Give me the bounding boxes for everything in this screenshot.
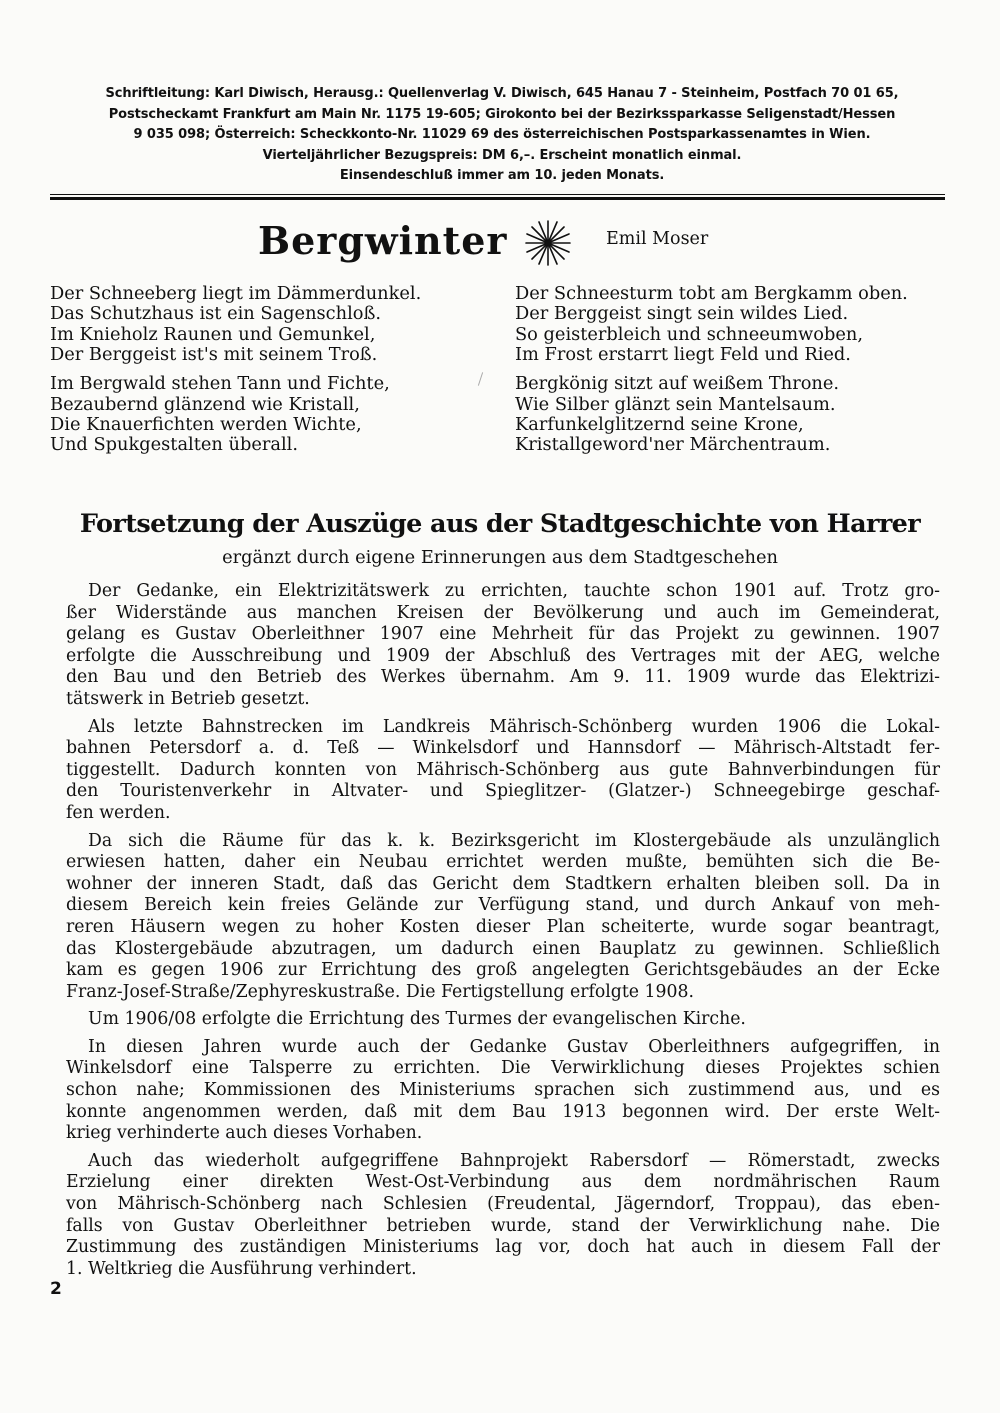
text-line: wohner der inneren Stadt, daß das Gericht dem Stadtkern erhalten bleiben soll. Da in	[66, 873, 940, 894]
text-line: Auch das wiederholt aufgegriffene Bahnprojekt Rabersdorf — Römerstadt, zwecks	[88, 1150, 940, 1171]
text-line: reren Häusern wegen zu hoher Kosten dieser Plan scheiterte, wurde sogar beantragt,	[66, 916, 940, 937]
article-paragraph	[66, 1009, 940, 1031]
masthead-line: Schriftleitung: Karl Diwisch, Herausg.: Quellenverlag V. Diwisch, 645 Hanau 7 - Steinheim, Postfach 70 01 65,	[105, 86, 899, 101]
text-line: tätswerk in Betrieb gesetzt.	[66, 688, 310, 709]
text-line: das Klostergebäude abzutragen, um dadurch einen Bauplatz zu gewinnen. Schließlich	[66, 938, 940, 959]
text-line: kam es gegen 1906 zur Errichtung des groß angelegten Gerichtsgebäudes an der Ecke	[66, 960, 940, 981]
poem-stanza	[50, 374, 490, 456]
poem-verse: Der Schneeberg liegt im Dämmerdunkel.	[50, 283, 422, 304]
poem-verse: Das Schutzhaus ist ein Sagenschloß.	[50, 303, 381, 325]
article-title: Fortsetzung der Auszüge aus der Stadtgeschichte von Harrer	[79, 509, 921, 539]
masthead	[62, 84, 942, 187]
text-line: von Mährisch-Schönberg nach Schlesien (Freudental, Jägerndorf, Troppau), das eben-	[66, 1194, 940, 1215]
divider-thick	[50, 197, 945, 200]
poem-verse: Wie Silber glänzt sein Mantelsaum.	[515, 393, 836, 415]
text-line: Der Gedanke, ein Elektrizitätswerk zu errichten, tauchte schon 1901 auf. Trotz gro-	[88, 581, 940, 601]
poem-verse: Kristallgeword'ner Märchentraum.	[515, 434, 831, 456]
poem-verse: Der Berggeist ist's mit seinem Troß.	[50, 344, 378, 366]
article-paragraph	[66, 1151, 940, 1281]
article-paragraph	[66, 831, 940, 1004]
star-ornament-icon	[523, 218, 573, 268]
text-line: Winkelsdorf eine Talsperre zu errichten. Die Verwirklichung dieses Projektes schien	[66, 1058, 940, 1079]
text-line: Um 1906/08 erfolgte die Errichtung des Turmes der evangelischen Kirche.	[88, 1009, 746, 1030]
text-line: Franz-Josef-Straße/Zephyreskustraße. Die Fertigstellung erfolgte 1908.	[66, 981, 694, 1002]
text-line: krieg verhinderte auch dieses Vorhaben.	[66, 1123, 423, 1144]
poem-verse: Im Knieholz Raunen und Gemunkel,	[50, 323, 376, 345]
text-line: In diesen Jahren wurde auch der Gedanke Gustav Oberleithners aufgegriffen, in	[88, 1036, 940, 1057]
article-paragraph	[66, 717, 940, 825]
masthead-line: Postscheckamt Frankfurt am Main Nr. 1175 19-605; Girokonto bei der Bezirkssparkasse Seligenstadt/Hessen	[108, 106, 896, 122]
poem-verse: Der Berggeist singt sein wildes Lied.	[515, 303, 849, 325]
text-line: den Bau und den Betrieb des Werkes übernahm. Am 9. 11. 1909 wurde das Elektrizi-	[66, 667, 940, 688]
poem-verse: Karfunkelglitzernd seine Krone,	[515, 413, 804, 435]
poem-verse: Die Knauerfichten werden Wichte,	[50, 413, 362, 435]
text-line: tiggestellt. Dadurch konnten von Mährisch-Schönberg aus gute Bahnverbindungen für	[66, 759, 940, 780]
poem-stanza	[50, 284, 490, 366]
text-line: den Touristenverkehr in Altvater- und Spieglitzer- (Glatzer-) Schneegebirge geschaf-	[66, 781, 940, 802]
article-body	[66, 581, 940, 1286]
text-line: Da sich die Räume für das k. k. Bezirksgericht im Klostergebäude als unzulänglich	[88, 830, 940, 851]
text-line: gelang es Gustav Oberleithner 1907 eine Mehrheit für das Projekt zu gewinnen. 1907	[66, 624, 940, 645]
poem-verse: Bezaubernd glänzend wie Kristall,	[50, 393, 360, 415]
text-line: ßer Widerstände aus manchen Kreisen der Bevölkerung und auch im Gemeinderat,	[66, 602, 940, 623]
text-line: 1. Weltkrieg die Ausführung verhindert.	[66, 1258, 417, 1279]
poem-verse: So geisterbleich und schneeumwoben,	[515, 323, 863, 345]
text-line: falls von Gustav Oberleithner betrieben wurde, stand der Verwirklichung nahe. Die	[66, 1215, 940, 1236]
masthead-line: Einsendeschluß immer am 10. jeden Monats.	[339, 168, 665, 184]
article-paragraph	[66, 1037, 940, 1145]
poem-verse: Der Schneesturm tobt am Bergkamm oben.	[515, 283, 908, 304]
text-line: Erzielung einer direkten West-Ost-Verbindung aus dem nordmährischen Raum	[66, 1172, 940, 1193]
text-line: bahnen Petersdorf a. d. Teß — Winkelsdorf und Hannsdorf — Mährisch-Altstadt fer-	[66, 738, 940, 759]
text-line: fen werden.	[66, 802, 171, 823]
article-subtitle: ergänzt durch eigene Erinnerungen aus dem Stadtgeschehen	[222, 547, 778, 568]
text-line: Zustimmung des zuständigen Ministeriums lag vor, doch hat auch in diesem Fall der	[66, 1237, 940, 1258]
text-line: konnte angenommen werden, daß mit dem Bau 1913 begonnen wird. Der erste Welt-	[66, 1101, 940, 1122]
text-line: diesem Bereich kein freies Gelände zur Verfügung stand, und durch Ankauf von meh-	[66, 895, 940, 916]
poem-verse: Bergkönig sitzt auf weißem Throne.	[515, 373, 840, 395]
text-line: erwiesen hatten, daher ein Neubau errichtet werden mußte, bemühten sich die Be-	[66, 852, 940, 873]
masthead-line: Vierteljährlicher Bezugspreis: DM 6,–. Erscheint monatlich einmal.	[262, 147, 742, 163]
poem-title: Bergwinter	[258, 218, 508, 263]
poem-verse: Und Spukgestalten überall.	[50, 434, 298, 456]
poem-verse: Im Frost erstarrt liegt Feld und Ried.	[515, 344, 851, 366]
poem-author: Emil Moser	[606, 229, 709, 249]
text-line: erfolgte die Ausschreibung und 1909 der Abschluß des Vertrages mit der AEG, welche	[66, 645, 940, 666]
text-line: schon nahe; Kommissionen des Ministeriums sprachen sich zustimmend aus, und es	[66, 1080, 940, 1101]
poem-stanza	[515, 374, 965, 456]
page-number: 2	[50, 1279, 62, 1299]
poem-column-right	[515, 284, 965, 464]
text-line: Als letzte Bahnstrecken im Landkreis Mährisch-Schönberg wurden 1906 die Lokal-	[88, 716, 940, 737]
poem-verse: Im Bergwald stehen Tann und Fichte,	[50, 373, 390, 395]
poem-stanza	[515, 284, 965, 366]
poem-column-left	[50, 284, 490, 464]
article-paragraph	[66, 581, 940, 711]
masthead-line: 9 035 098; Österreich: Scheckkonto-Nr. 11029 69 des österreichischen Postsparkassenamtes in Wien.	[133, 127, 871, 143]
divider-thin	[50, 194, 945, 195]
